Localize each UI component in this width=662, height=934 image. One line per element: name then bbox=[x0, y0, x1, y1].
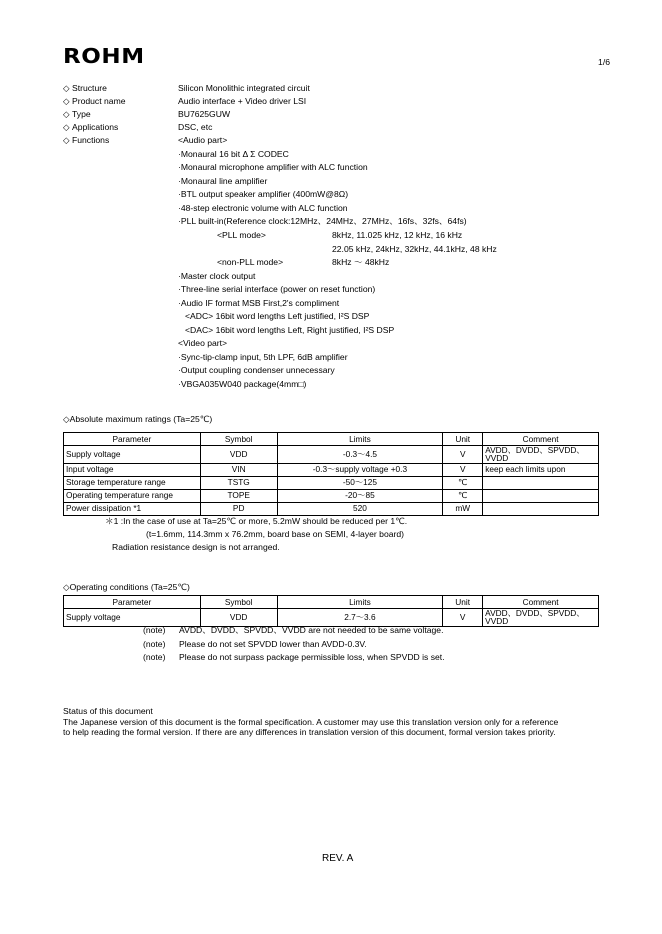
spec-label: Product name bbox=[72, 96, 126, 106]
table-cell: Power dissipation *1 bbox=[64, 502, 201, 515]
non-pll-mode-label: <non-PLL mode> bbox=[217, 257, 284, 267]
diamond-icon: ◇ bbox=[63, 96, 70, 106]
table-cell: Input voltage bbox=[64, 463, 201, 476]
function-item: ·VBGA035W040 package(4mm□) bbox=[178, 379, 307, 389]
dac-format: <DAC> 16bit word lengths Left, Right justified, I²S DSP bbox=[185, 325, 395, 335]
op-cond-title: ◇Operating conditions (Ta=25℃) bbox=[63, 582, 190, 592]
video-part-header: <Video part> bbox=[178, 338, 228, 348]
pll-mode-label: <PLL mode> bbox=[217, 230, 266, 240]
diamond-icon: ◇ bbox=[63, 83, 70, 93]
abs-max-title: ◇Absolute maximum ratings (Ta=25℃) bbox=[63, 414, 213, 424]
op-note-text: Please do not surpass package permissible loss, when SPVDD is set. bbox=[179, 652, 445, 662]
function-item: ·Monaural 16 bit Δ Σ CODEC bbox=[178, 149, 289, 159]
table-header-row bbox=[64, 433, 599, 446]
table-cell: keep each limits upon bbox=[483, 463, 599, 476]
page-number: 1/6 bbox=[598, 57, 610, 67]
table-cell: 2.7～3.6 bbox=[277, 609, 443, 627]
function-item: ·Monaural line amplifier bbox=[178, 176, 268, 186]
spec-value: Silicon Monolithic integrated circuit bbox=[178, 83, 310, 93]
table-cell: ℃ bbox=[443, 476, 483, 489]
table-cell: VDD bbox=[200, 446, 277, 464]
abs-max-note-2: (t=1.6mm, 114.3mm x 76.2mm, board base on SEMI, 4-layer board) bbox=[146, 529, 405, 539]
non-pll-range: 8kHz ～ 48kHz bbox=[332, 257, 390, 267]
status-text-line-1: The Japanese version of this document is the formal specification. A customer may use this translation version only for a reference bbox=[63, 717, 559, 727]
diamond-icon: ◇ bbox=[63, 122, 70, 132]
spec-row-applications bbox=[63, 123, 623, 136]
table-cell bbox=[483, 489, 599, 502]
table-cell: AVDD、DVDD、SPVDD、VVDD bbox=[483, 609, 599, 627]
function-item: ·Output coupling condenser unnecessary bbox=[178, 365, 335, 375]
table-row bbox=[64, 463, 599, 476]
op-note-text: Please do not set SPVDD lower than AVDD-0.3V. bbox=[179, 639, 367, 649]
table-cell: Storage temperature range bbox=[64, 476, 201, 489]
table-cell: V bbox=[443, 446, 483, 464]
header-cell: Comment bbox=[483, 433, 599, 446]
abs-max-note-1: ＊1 :In the case of use at Ta=25℃ or more, 5.2mW should be reduced per 1℃. bbox=[105, 516, 408, 526]
table-cell: -50～125 bbox=[277, 476, 443, 489]
header-cell: Unit bbox=[443, 433, 483, 446]
table-row bbox=[64, 476, 599, 489]
spec-value: DSC, etc bbox=[178, 122, 213, 132]
op-cond-table bbox=[63, 595, 599, 627]
spec-row-type bbox=[63, 110, 623, 123]
table-cell: -0.3～supply voltage +0.3 bbox=[277, 463, 443, 476]
table-cell: VDD bbox=[200, 609, 277, 627]
table-cell: -0.3～4.5 bbox=[277, 446, 443, 464]
diamond-icon: ◇ bbox=[63, 109, 70, 119]
header-cell: Symbol bbox=[200, 596, 277, 609]
table-row bbox=[64, 502, 599, 515]
function-item: ·PLL built-in(Reference clock:12MHz、24MHz、27MHz、16fs、32fs、64fs) bbox=[178, 216, 467, 226]
rohm-logo: ROHM bbox=[63, 44, 145, 68]
header-cell: Limits bbox=[277, 596, 443, 609]
spec-row-structure bbox=[63, 84, 623, 97]
spec-row-functions bbox=[63, 136, 623, 149]
table-cell: VIN bbox=[200, 463, 277, 476]
header-cell: Symbol bbox=[200, 433, 277, 446]
spec-value: <Audio part> bbox=[178, 135, 228, 145]
spec-label: Functions bbox=[72, 135, 110, 145]
header-cell: Parameter bbox=[64, 433, 201, 446]
pll-frequencies-1: 8kHz, 11.025 kHz, 12 kHz, 16 kHz bbox=[332, 230, 463, 240]
table-cell: -20～85 bbox=[277, 489, 443, 502]
abs-max-table bbox=[63, 432, 599, 516]
table-cell: ℃ bbox=[443, 489, 483, 502]
function-item: ·Master clock output bbox=[178, 271, 256, 281]
op-note-tag: (note) bbox=[143, 639, 166, 649]
function-item: ·Three-line serial interface (power on reset function) bbox=[178, 284, 376, 294]
op-note-text: AVDD、DVDD、SPVDD、VVDD are not needed to be same voltage. bbox=[179, 625, 444, 635]
function-item: ·48-step electronic volume with ALC function bbox=[178, 203, 348, 213]
table-cell: AVDD、DVDD、SPVDD、VVDD bbox=[483, 446, 599, 464]
table-cell bbox=[483, 476, 599, 489]
status-text-line-2: to help reading the formal version. If there are any differences in translation version of this document, formal version takes priority. bbox=[63, 727, 556, 737]
table-cell: mW bbox=[443, 502, 483, 515]
table-row bbox=[64, 446, 599, 464]
diamond-icon: ◇ bbox=[63, 135, 70, 145]
abs-max-note-3: Radiation resistance design is not arranged. bbox=[112, 542, 280, 552]
table-cell: Supply voltage bbox=[64, 446, 201, 464]
spec-value: BU7625GUW bbox=[178, 109, 231, 119]
table-cell: PD bbox=[200, 502, 277, 515]
table-cell: TOPE bbox=[200, 489, 277, 502]
op-note-tag: (note) bbox=[143, 652, 166, 662]
function-item: ·Sync-tip-clamp input, 5th LPF, 6dB amplifier bbox=[178, 352, 348, 362]
spec-label: Type bbox=[72, 109, 91, 119]
spec-label: Applications bbox=[72, 122, 119, 132]
spec-value: Audio interface + Video driver LSI bbox=[178, 96, 307, 106]
table-cell bbox=[483, 502, 599, 515]
header-cell: Limits bbox=[277, 433, 443, 446]
table-cell: V bbox=[443, 463, 483, 476]
adc-format: <ADC> 16bit word lengths Left justified, I²S DSP bbox=[185, 311, 370, 321]
spec-row-product-name bbox=[63, 97, 623, 110]
header-cell: Comment bbox=[483, 596, 599, 609]
function-item: ·Audio IF format MSB First,2's compliment bbox=[178, 298, 340, 308]
function-item: ·Monaural microphone amplifier with ALC function bbox=[178, 162, 368, 172]
table-cell: 520 bbox=[277, 502, 443, 515]
op-note-tag: (note) bbox=[143, 625, 166, 635]
table-cell: Operating temperature range bbox=[64, 489, 201, 502]
table-cell: TSTG bbox=[200, 476, 277, 489]
spec-label: Structure bbox=[72, 83, 107, 93]
table-cell: Supply voltage bbox=[64, 609, 201, 627]
revision-label: REV. A bbox=[322, 853, 354, 864]
table-row bbox=[64, 609, 599, 627]
header-cell: Parameter bbox=[64, 596, 201, 609]
table-cell: V bbox=[443, 609, 483, 627]
pll-frequencies-2: 22.05 kHz, 24kHz, 32kHz, 44.1kHz, 48 kHz bbox=[332, 244, 497, 254]
table-row bbox=[64, 489, 599, 502]
header-cell: Unit bbox=[443, 596, 483, 609]
status-title: Status of this document bbox=[63, 706, 153, 716]
table-header-row bbox=[64, 596, 599, 609]
function-item: ·BTL output speaker amplifier (400mW@8Ω) bbox=[178, 189, 349, 199]
